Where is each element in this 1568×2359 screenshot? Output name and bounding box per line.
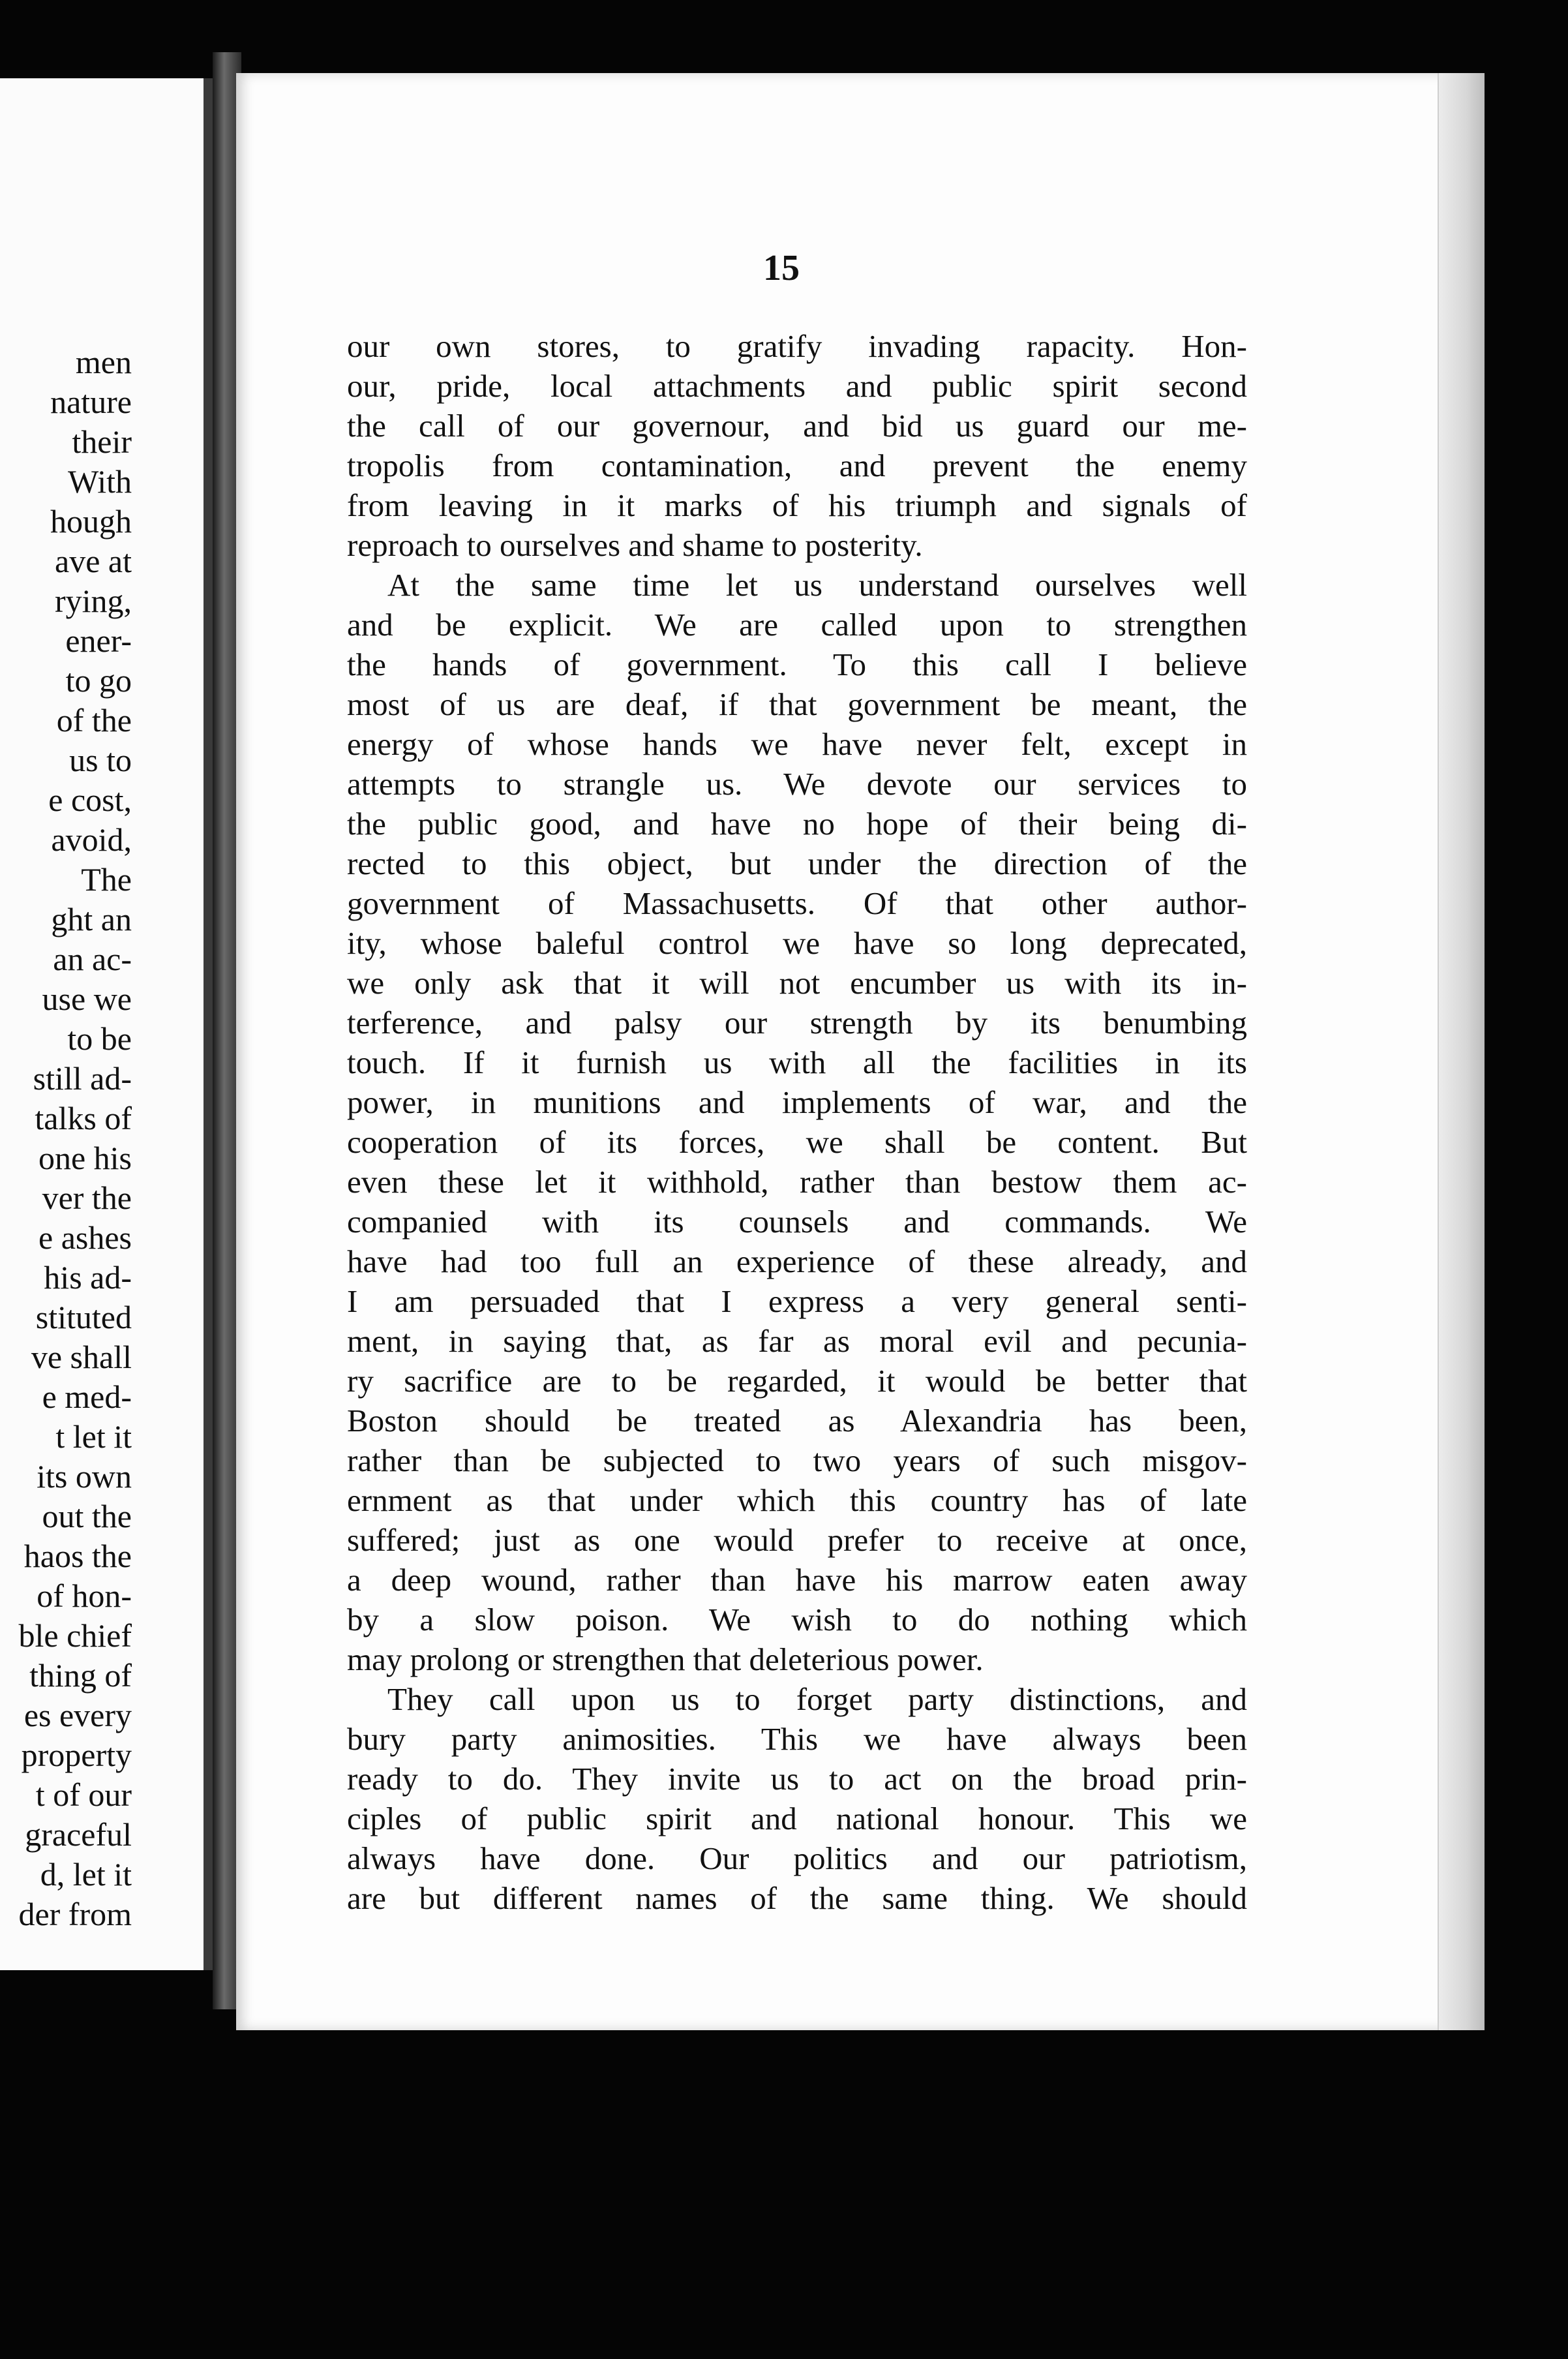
text-line: by a slow poison. We wish to do nothing which — [347, 1602, 1247, 1637]
text-line: terference, and palsy our strength by its benumbing — [347, 1005, 1247, 1041]
left-line: of the — [56, 702, 132, 738]
left-line: graceful — [25, 1816, 132, 1853]
left-line: property — [21, 1737, 132, 1773]
left-line: t of our — [35, 1776, 132, 1813]
left-line: der from — [18, 1896, 132, 1932]
left-line: ave at — [55, 543, 132, 579]
page-number: 15 — [763, 248, 800, 288]
left-line: t let it — [55, 1418, 132, 1455]
text-line: rather than be subjected to two years of such misgov- — [347, 1442, 1247, 1478]
text-line: rected to this object, but under the direction of the — [347, 845, 1247, 881]
left-line: talks of — [35, 1100, 132, 1136]
left-line: rying, — [54, 583, 132, 619]
text-line: a deep wound, rather than have his marrow eaten away — [347, 1562, 1247, 1598]
left-line: e cost, — [48, 782, 132, 818]
left-line: hough — [50, 503, 132, 540]
left-line: ght an — [51, 901, 132, 937]
text-line: power, in munitions and implements of war, and the — [347, 1084, 1247, 1120]
left-line: The — [81, 861, 132, 898]
left-line: its own — [37, 1458, 132, 1495]
text-line: the public good, and have no hope of their being di- — [347, 806, 1247, 842]
text-line: and be explicit. We are called upon to strengthen — [347, 607, 1247, 643]
text-line: we only ask that it will not encumber us with its in- — [347, 965, 1247, 1001]
text-line: touch. If it furnish us with all the facilities in its — [347, 1044, 1247, 1080]
text-line: government of Massachusetts. Of that other author- — [347, 885, 1247, 921]
left-line: their — [72, 423, 132, 460]
left-line: ener- — [65, 622, 132, 659]
text-line: ready to do. They invite us to act on the broad prin- — [347, 1761, 1247, 1797]
text-line: most of us are deaf, if that government be meant, the — [347, 686, 1247, 722]
text-line: ry sacrifice are to be regarded, it would be better that — [347, 1363, 1247, 1399]
page-edge — [1438, 73, 1485, 2030]
left-line: ve shall — [31, 1339, 132, 1375]
text-line: ernment as that under which this country has of late — [347, 1482, 1247, 1518]
text-line: ciples of public spirit and national honour. This we — [347, 1801, 1247, 1836]
left-line: us to — [69, 742, 132, 778]
text-line: At the same time let us understand ourselves well — [387, 567, 1247, 603]
text-line: attempts to strangle us. We devote our services to — [347, 766, 1247, 802]
left-line: his ad- — [44, 1259, 132, 1296]
text-line: from leaving in it marks of his triumph and signals of — [347, 487, 1247, 523]
left-line: ble chief — [18, 1617, 132, 1654]
text-line: our, pride, local attachments and public spirit second — [347, 368, 1247, 404]
text-line: ment, in saying that, as far as moral evil and pecunia- — [347, 1323, 1247, 1359]
left-line: d, let it — [40, 1856, 132, 1893]
text-line: They call upon us to forget party distinctions, and — [387, 1681, 1247, 1717]
left-line: an ac- — [53, 941, 132, 977]
left-line: out the — [42, 1498, 132, 1534]
left-line: still ad- — [33, 1060, 132, 1097]
text-line: the call of our governour, and bid us guard our me- — [347, 408, 1247, 444]
text-line: always have done. Our politics and our patriotism, — [347, 1840, 1247, 1876]
text-line: bury party animosities. This we have always been — [347, 1721, 1247, 1757]
text-line: companied with its counsels and commands. We — [347, 1204, 1247, 1240]
left-line: With — [68, 463, 132, 500]
body-text — [347, 326, 1247, 1918]
text-line: the hands of government. To this call I believe — [347, 647, 1247, 682]
left-line: ver the — [42, 1180, 132, 1216]
text-line: our own stores, to gratify invading rapacity. Hon- — [347, 328, 1247, 364]
text-line: reproach to ourselves and shame to posterity. — [347, 527, 923, 563]
text-line: Boston should be treated as Alexandria has been, — [347, 1403, 1247, 1438]
left-line: thing of — [29, 1657, 132, 1694]
left-line: men — [75, 344, 132, 380]
text-line: even these let it withhold, rather than bestow them ac- — [347, 1164, 1247, 1200]
left-line: one his — [38, 1140, 132, 1176]
left-line: to go — [65, 662, 132, 699]
text-line: ity, whose baleful control we have so long deprecated, — [347, 925, 1247, 961]
left-line: avoid, — [51, 821, 132, 858]
left-line: to be — [67, 1020, 132, 1057]
left-line: stituted — [35, 1299, 132, 1335]
text-line: I am persuaded that I express a very general senti- — [347, 1283, 1247, 1319]
left-line: nature — [50, 384, 132, 420]
text-line: tropolis from contamination, and prevent the enemy — [347, 448, 1247, 483]
left-line: e med- — [42, 1378, 132, 1415]
left-line: of hon- — [37, 1577, 132, 1614]
left-line: use we — [42, 981, 132, 1017]
text-line: cooperation of its forces, we shall be content. But — [347, 1124, 1247, 1160]
text-line: energy of whose hands we have never felt, except in — [347, 726, 1247, 762]
text-line: suffered; just as one would prefer to receive at once, — [347, 1522, 1247, 1558]
left-line: e ashes — [38, 1219, 132, 1256]
left-line: es every — [23, 1697, 132, 1733]
previous-page-fragment — [0, 78, 213, 1970]
text-line: have had too full an experience of these already, and — [347, 1243, 1247, 1279]
text-line: may prolong or strengthen that deleterious power. — [347, 1641, 984, 1677]
text-line: are but different names of the same thing. We should — [347, 1880, 1247, 1916]
left-line: haos the — [23, 1538, 132, 1574]
